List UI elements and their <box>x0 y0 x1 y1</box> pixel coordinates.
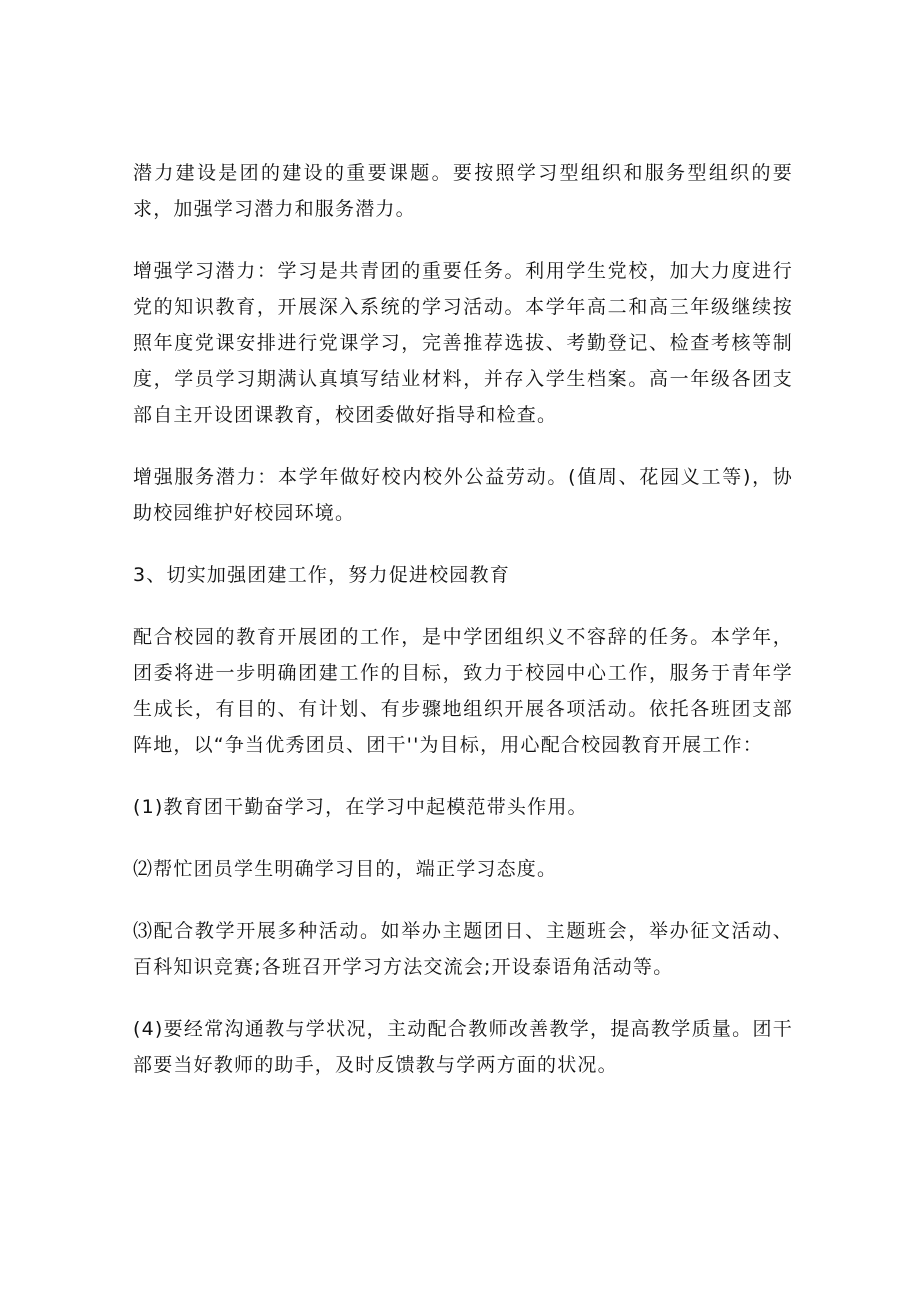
list-item-4: (4)要经常沟通教与学状况，主动配合教师改善教学，提高教学质量。团干部要当好教师的助手，及时反馈教与学两方面的状况。 <box>133 1018 793 1076</box>
paragraph-capacity-building: 潜力建设是团的建设的重要课题。要按照学习型组织和服务型组织的要求，加强学习潜力和服务潜力。 <box>133 162 793 220</box>
list-item-3: ⑶配合教学开展多种活动。如举办主题团日、主题班会，举办征文活动、百科知识竞赛;各班召开学习方法交流会;开设泰语角活动等。 <box>133 920 793 978</box>
section-heading-3: 3、切实加强团建工作，努力促进校园教育 <box>133 564 510 586</box>
paragraph-school-education: 配合校园的教育开展团的工作，是中学团组织义不容辞的任务。本学年，团委将进一步明确团建工作的目标，致力于校园中心工作，服务于青年学生成长，有目的、有计划、有步骤地组织开展各项活动。依托各班团支部阵地，以“争当优秀团员、团干''为目标，用心配合校园教育开展工作： <box>133 626 793 756</box>
document-body <box>133 155 793 1083</box>
paragraph-service-capacity: 增强服务潜力：本学年做好校内校外公益劳动。(值周、花园义工等)，协助校园维护好校园环境。 <box>133 466 793 524</box>
list-item-1: (1)教育团干勤奋学习，在学习中起模范带头作用。 <box>133 796 588 818</box>
paragraph-learning-capacity: 增强学习潜力：学习是共青团的重要任务。利用学生党校，加大力度进行党的知识教育，开展深入系统的学习活动。本学年高二和高三年级继续按照年度党课安排进行党课学习，完善推荐选拔、考勤登记、检查考核等制度，学员学习期满认真填写结业材料，并存入学生档案。高一年级各团支部自主开设团课教育，校团委做好指导和检查。 <box>133 260 793 426</box>
list-item-2: ⑵帮忙团员学生明确学习目的，端正学习态度。 <box>133 858 558 880</box>
